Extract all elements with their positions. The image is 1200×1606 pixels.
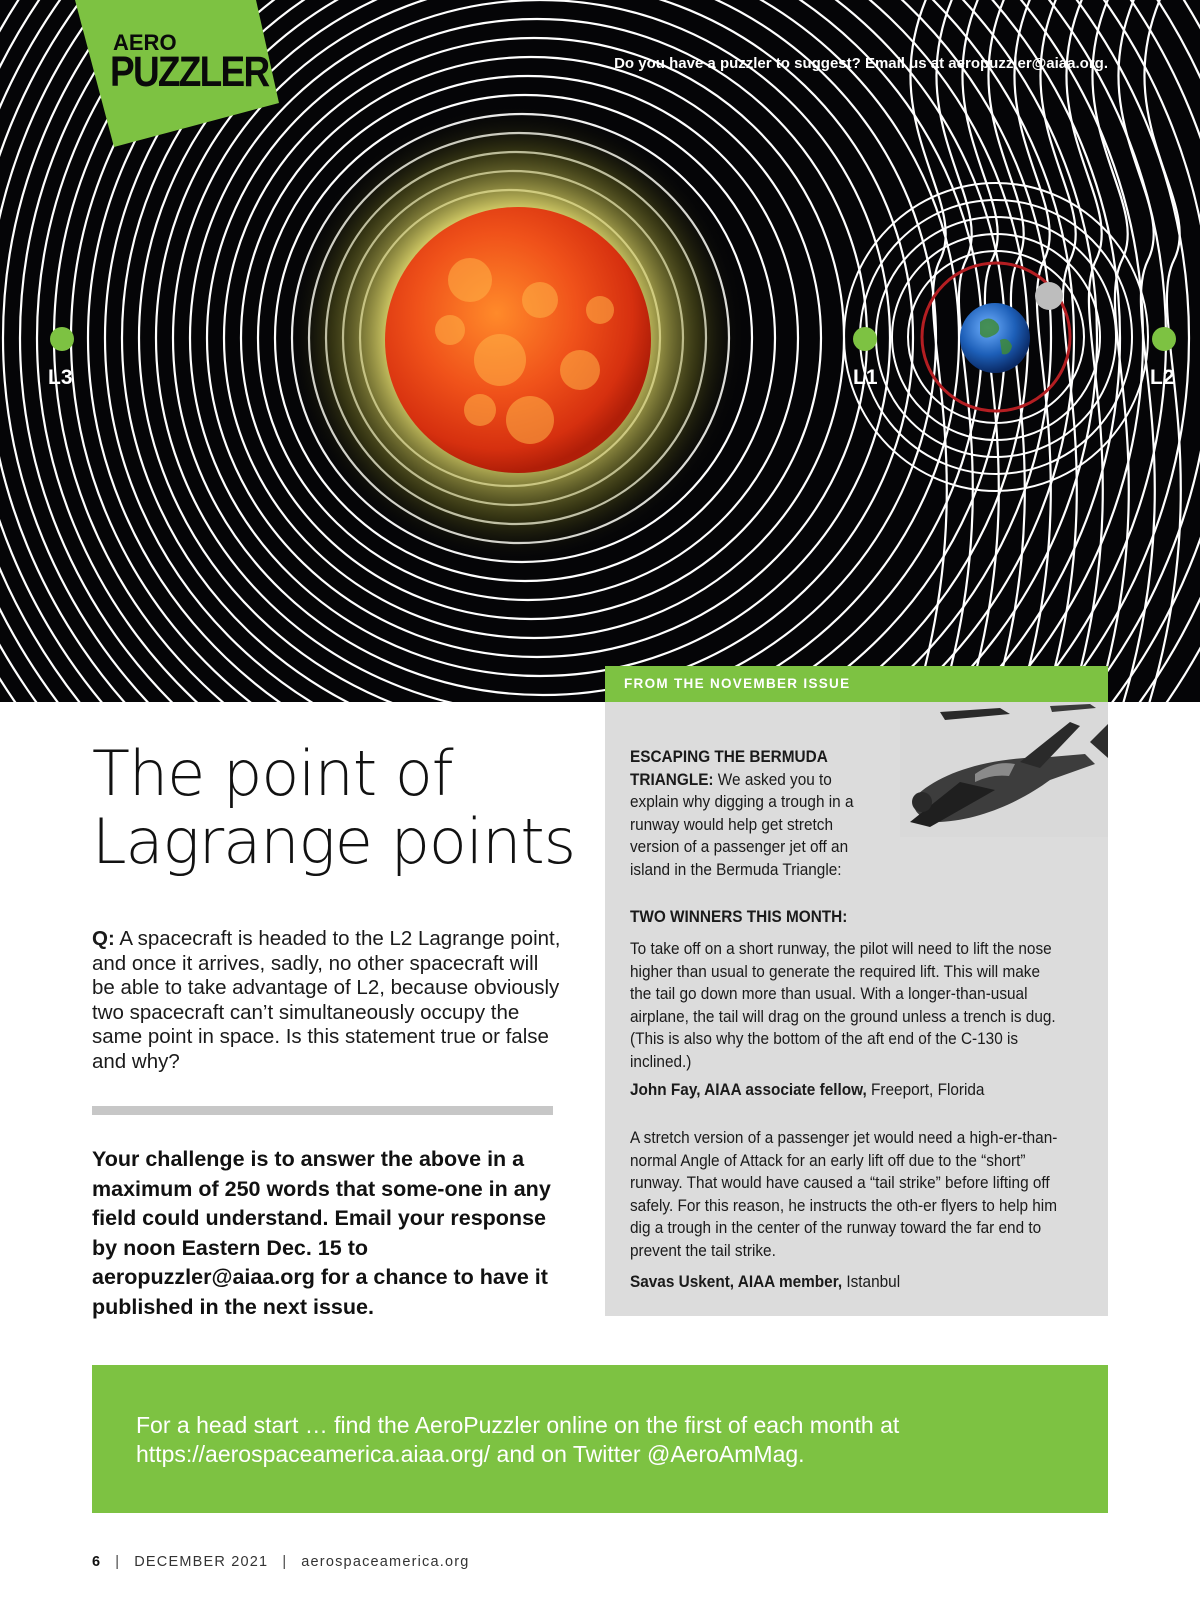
article-title bbox=[92, 737, 612, 878]
winner-2-author: Savas Uskent, AIAA member, bbox=[630, 1273, 843, 1291]
gravity-contour-line bbox=[1118, 0, 1155, 702]
hero-illustration bbox=[0, 0, 1200, 702]
winner-answer-2: A stretch version of a passenger jet would need a high-er-than-normal Angle of Attack for an early lift off due to the “short” runway. That would have caused a “tail strike” before lifting off safely. For this reason, he instructs the oth-er flyers to help him dig a trough in the center of the runway toward the far end to prevent the tail strike. bbox=[630, 1129, 1058, 1260]
footer-separator: | bbox=[115, 1554, 121, 1570]
gravity-contour-line bbox=[1040, 0, 1077, 702]
divider-rule bbox=[92, 1106, 553, 1115]
sun-surface-texture bbox=[448, 258, 492, 302]
question-prefix: Q: bbox=[92, 927, 115, 950]
question-body: A spacecraft is headed to the L2 Lagrange point, and once it arrives, sadly, no other spacecraft will be able to take advantage of L2, because obviously two spacecraft can’t simultaneously occupy the same point in space. Is this statement true or false and why? bbox=[92, 927, 561, 1073]
lagrange-point-l1-marker bbox=[853, 327, 877, 351]
issue-date: DECEMBER 2021 bbox=[134, 1554, 269, 1570]
winner-signature-1 bbox=[630, 1079, 1058, 1102]
winner-2-location: Istanbul bbox=[846, 1273, 901, 1291]
site-url: aerospaceamerica.org bbox=[301, 1554, 470, 1570]
title-line-2: Lagrange points bbox=[92, 805, 575, 878]
airplane-photo bbox=[900, 702, 1108, 837]
november-issue-sidebar bbox=[605, 666, 1108, 1316]
sidebar-intro-heading: ESCAPING THE BERMUDA TRIANGLE: bbox=[630, 748, 828, 789]
question-paragraph bbox=[92, 927, 562, 1075]
sun-surface-texture bbox=[560, 350, 600, 390]
earth bbox=[960, 303, 1030, 373]
sidebar-header: FROM THE NOVEMBER ISSUE bbox=[605, 666, 1108, 702]
sidebar-intro-body: We asked you to explain why digging a trough in a runway would help get stretch version of a passenger jet off an island in the Bermuda Triangle: bbox=[630, 770, 854, 879]
winners-heading: TWO WINNERS THIS MONTH: bbox=[630, 908, 848, 926]
winner-1-author: John Fay, AIAA associate fellow, bbox=[630, 1081, 867, 1099]
page-number: 6 bbox=[92, 1554, 102, 1570]
banner-text: For a head start … find the AeroPuzzler online on the first of each month at https://aerospaceamerica.aiaa.org/ and on Twitter @AeroAmMag. bbox=[136, 1412, 900, 1467]
head-start-banner bbox=[92, 1365, 1108, 1513]
sun-surface-texture bbox=[464, 394, 496, 426]
lagrange-point-l3-label: L3 bbox=[48, 366, 73, 389]
suggest-email-text: Do you have a puzzler to suggest? Email us at aeropuzzler@aiaa.org. bbox=[614, 55, 1108, 72]
winner-1-location: Freeport, Florida bbox=[871, 1081, 985, 1099]
title-line-1: The point of bbox=[92, 737, 453, 810]
moon bbox=[1035, 282, 1063, 310]
sun-surface-texture bbox=[522, 282, 558, 318]
sun-surface-texture bbox=[474, 334, 526, 386]
lagrange-point-l1-label: L1 bbox=[853, 366, 878, 389]
challenge-paragraph: Your challenge is to answer the above in a maximum of 250 words that some-one in any field could understand. Email your response by noon Eastern Dec. 15 to aeropuzzler@aiaa.org for a chance to have it published in the next issue. bbox=[92, 1147, 551, 1319]
lagrange-point-l2-marker bbox=[1152, 327, 1176, 351]
sun-surface-texture bbox=[586, 296, 614, 324]
sidebar-intro bbox=[630, 746, 874, 882]
footer-separator: | bbox=[282, 1554, 288, 1570]
logo-puzzler-text: PUZZLER bbox=[110, 48, 269, 96]
sun-surface-texture bbox=[506, 396, 554, 444]
lagrange-point-l3-marker bbox=[50, 327, 74, 351]
logo-aero-text: AERO bbox=[113, 30, 177, 55]
sun-surface-texture bbox=[435, 315, 465, 345]
winner-answer-1: To take off on a short runway, the pilot will need to lift the nose higher than usual to generate the required lift. This will make the tail go down more than usual. With a longer-than-usual airplane, the tail will drag on the ground unless a trench is dug. (This is also why the bottom of the aft end of the C-130 is inclined.) bbox=[630, 940, 1056, 1071]
winner-signature-2 bbox=[630, 1271, 1058, 1294]
lagrange-point-l2-label: L2 bbox=[1150, 366, 1175, 389]
page-footer bbox=[92, 1554, 470, 1570]
